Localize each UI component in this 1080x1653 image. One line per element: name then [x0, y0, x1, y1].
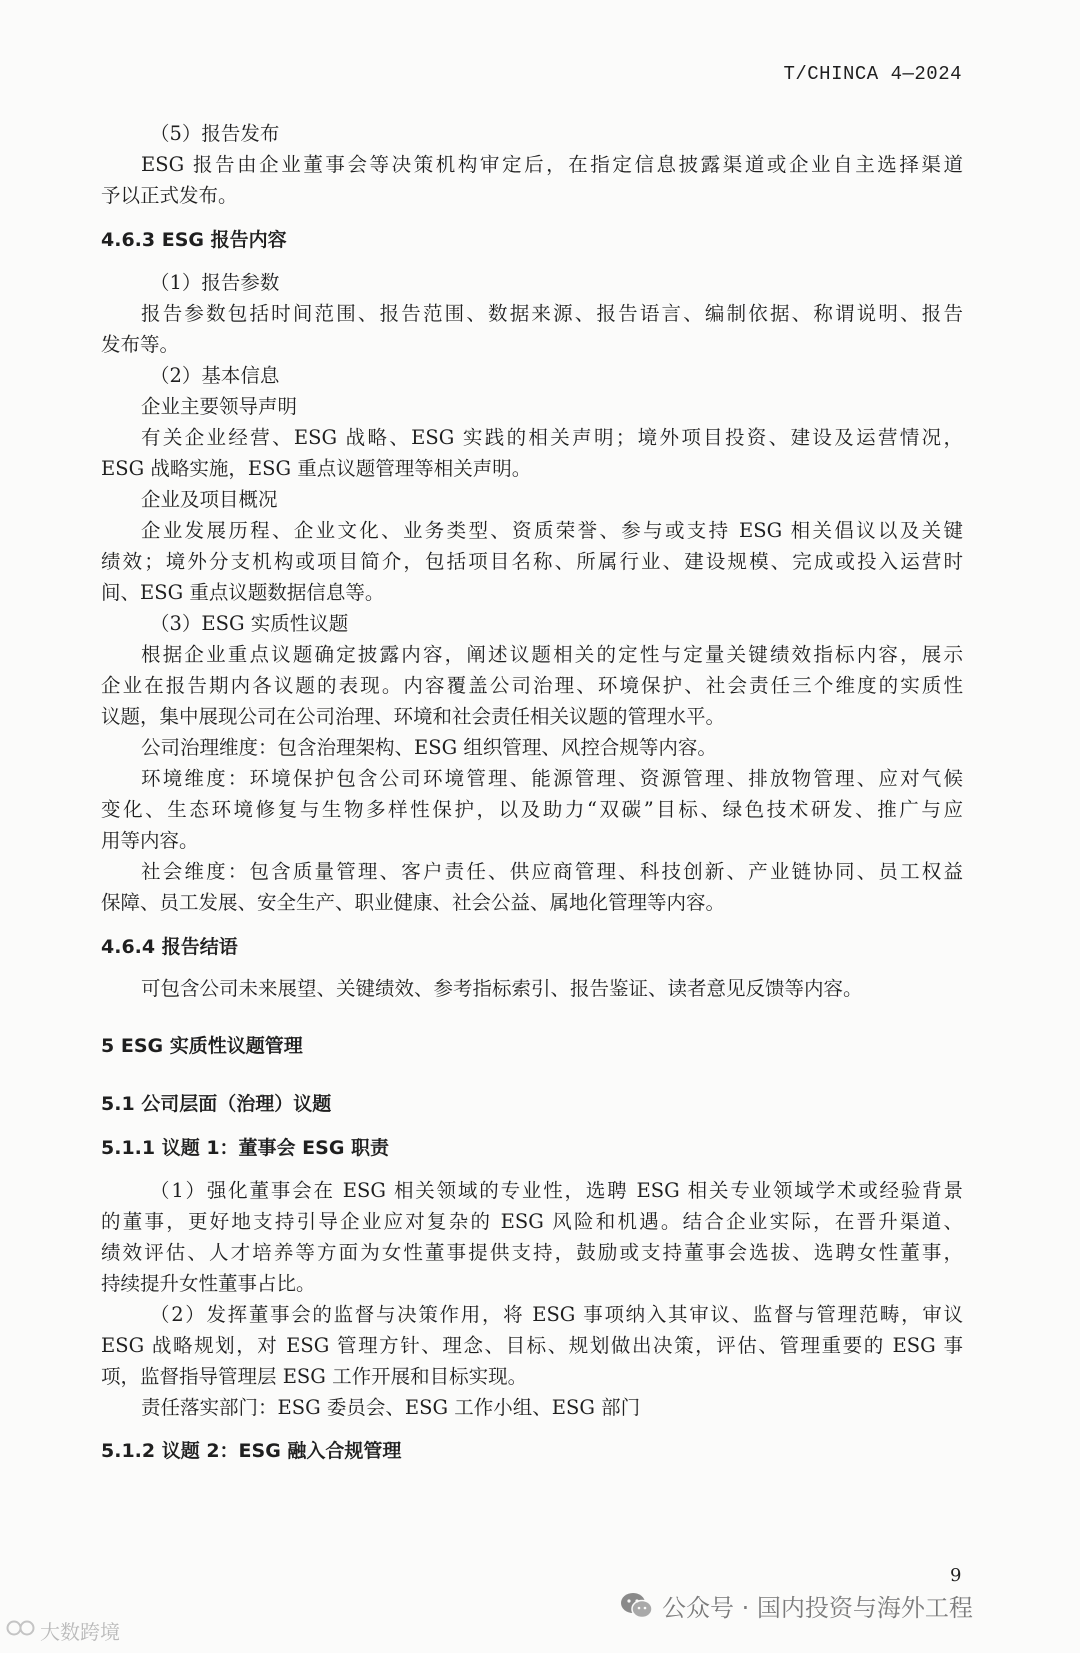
watermark-text: 公众号 · 国内投资与海外工程	[662, 1594, 973, 1622]
text-line: （1）强化董事会在 ESG 相关领域的专业性，选聘 ESG 相关专业领域学术或经验背景	[150, 1179, 963, 1202]
text-line: ESG 报告由企业董事会等决策机构审定后，在指定信息披露渠道或企业自主选择渠道	[141, 153, 963, 176]
text-line: 根据企业重点议题确定披露内容，阐述议题相关的定性与定量关键绩效指标内容，展示	[141, 643, 963, 666]
text-line: 绩效评估、人才培养等方面为女性董事提供支持，鼓励或支持董事会选拔、选聘女性董事，	[101, 1241, 963, 1264]
text-line: 报告参数包括时间范围、报告范围、数据来源、报告语言、编制依据、称谓说明、报告	[141, 302, 963, 325]
text-line: 企业及项目概况	[141, 488, 278, 511]
text-line: ESG 战略实施，ESG 重点议题管理等相关声明。	[101, 457, 532, 480]
wechat-icon	[620, 1591, 654, 1621]
text-line: 持续提升女性董事占比。	[101, 1272, 316, 1295]
item-heading: （1）报告参数	[150, 271, 280, 294]
corner-watermark-text: 大数跨境	[40, 1620, 120, 1644]
section-heading: 5.1.2 议题 2：ESG 融入合规管理	[101, 1440, 402, 1462]
text-line: 项，监督指导管理层 ESG 工作开展和目标实现。	[101, 1365, 528, 1388]
text-line: 发布等。	[101, 333, 180, 356]
text-line: 环境维度：环境保护包含公司环境管理、能源管理、资源管理、排放物管理、应对气候	[141, 767, 963, 790]
text-line: 绩效；境外分支机构或项目简介，包括项目名称、所属行业、建设规模、完成或投入运营时	[101, 550, 963, 573]
text-line: 社会维度：包含质量管理、客户责任、供应商管理、科技创新、产业链协同、员工权益	[141, 860, 963, 883]
text-line: 可包含公司未来展望、关键绩效、参考指标索引、报告鉴证、读者意见反馈等内容。	[141, 977, 863, 1000]
section-heading: 4.6.4 报告结语	[101, 936, 238, 958]
text-line: 企业发展历程、企业文化、业务类型、资质荣誉、参与或支持 ESG 相关倡议以及关键	[141, 519, 963, 542]
corner-watermark	[6, 1616, 120, 1645]
text-line: ESG 战略规划，对 ESG 管理方针、理念、目标、规划做出决策，评估、管理重要的 ESG 事	[101, 1334, 963, 1357]
section-heading: 4.6.3 ESG 报告内容	[101, 229, 287, 251]
wechat-watermark	[620, 1588, 973, 1623]
item-heading: （3）ESG 实质性议题	[150, 612, 349, 635]
text-line: 责任落实部门：ESG 委员会、ESG 工作小组、ESG 部门	[141, 1396, 641, 1419]
document-code: T/CHINCA 4—2024	[783, 63, 962, 85]
item-heading: （2）基本信息	[150, 364, 280, 387]
text-line: 企业主要领导声明	[141, 395, 298, 418]
text-line: 用等内容。	[101, 829, 199, 852]
chapter-heading: 5 ESG 实质性议题管理	[101, 1035, 303, 1057]
text-line: （2）发挥董事会的监督与决策作用，将 ESG 事项纳入其审议、监督与管理范畴，审议	[150, 1303, 963, 1326]
text-line: 予以正式发布。	[101, 184, 238, 207]
text-line: 有关企业经营、ESG 战略、ESG 实践的相关声明；境外项目投资、建设及运营情况，	[141, 426, 963, 449]
text-line: 企业在报告期内各议题的表现。内容覆盖公司治理、环境保护、社会责任三个维度的实质性	[101, 674, 963, 697]
text-line: 的董事，更好地支持引导企业应对复杂的 ESG 风险和机遇。结合企业实际，在晋升渠道、	[101, 1210, 963, 1233]
section-heading: 5.1.1 议题 1：董事会 ESG 职责	[101, 1137, 390, 1159]
text-line: 变化、生态环境修复与生物多样性保护，以及助力“双碳”目标、绿色技术研发、推广与应	[101, 798, 963, 821]
section-heading: 5.1 公司层面（治理）议题	[101, 1093, 332, 1115]
page-number: 9	[950, 1565, 962, 1586]
logo-icon	[6, 1617, 36, 1644]
text-line: 保障、员工发展、安全生产、职业健康、社会公益、属地化管理等内容。	[101, 891, 726, 914]
text-line: 议题，集中展现公司在公司治理、环境和社会责任相关议题的管理水平。	[101, 705, 726, 728]
text-line: 公司治理维度：包含治理架构、ESG 组织管理、风控合规等内容。	[141, 736, 717, 759]
item-heading: （5）报告发布	[150, 122, 280, 145]
text-line: 间、ESG 重点议题数据信息等。	[101, 581, 385, 604]
